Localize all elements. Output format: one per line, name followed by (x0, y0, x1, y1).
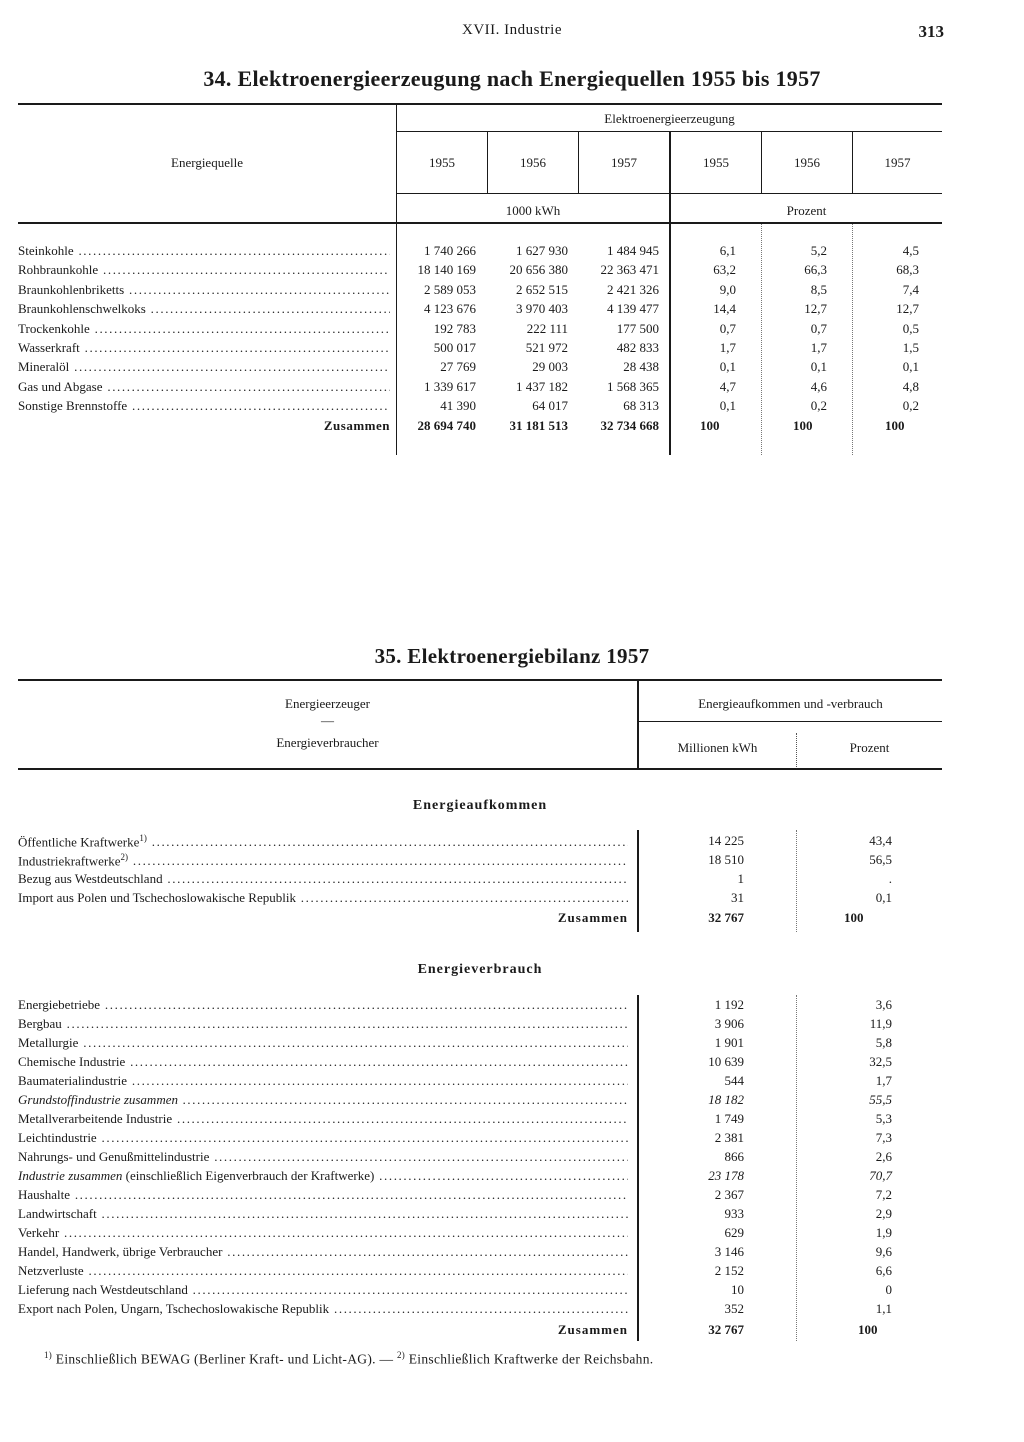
cell-percent: 1,9 (875, 1225, 892, 1240)
cell-percent: 63,2 (713, 262, 736, 278)
table35-group-rule (639, 721, 942, 722)
year-1957-pct: 1957 (884, 155, 911, 170)
cell-value: 28 438 (623, 359, 659, 375)
col-header-million-kwh: Millionen kWh (677, 740, 758, 755)
row-label: Lieferung nach Westdeutschland ..... (18, 1282, 628, 1298)
cell-percent: 0,1 (719, 398, 736, 414)
year-1956-pct: 1956 (794, 155, 820, 170)
cell-value: 23 178 (708, 1168, 744, 1183)
cell-percent: 43,4 (869, 833, 892, 848)
table34-title: 34. Elektroenergieerzeugung nach Energiequellen 1955 bis 1957 (203, 66, 821, 91)
cell-value: 222 111 (526, 320, 568, 336)
cell-percent: 1,5 (902, 339, 919, 355)
row-label: Verkehr ..... (18, 1225, 628, 1241)
table-row (18, 1073, 918, 1092)
row-label: Baumaterialindustrie ..... (18, 1073, 628, 1089)
cell-value: 1 749 (714, 1111, 744, 1126)
cell-percent: 4,5 (902, 243, 919, 258)
row-label: Bergbau ..... (18, 1016, 628, 1032)
cell-percent: 68,3 (896, 262, 919, 278)
row-label: Braunkohlenbriketts ..... (18, 282, 390, 298)
cell-value: 521 972 (525, 339, 568, 355)
table-row (18, 890, 918, 909)
cell-value: 3 146 (714, 1244, 744, 1259)
unit-prozent: Prozent (786, 203, 827, 218)
footnote-text: Einschließlich Kraftwerke der Reichsbahn. (405, 1351, 654, 1367)
row-label: Netzverluste ..... (18, 1263, 628, 1279)
row-label: Wasserkraft ..... (18, 340, 390, 356)
cell-value: 2 589 053 (424, 281, 476, 297)
cell-value: 1 568 365 (607, 378, 659, 394)
cell-value: 4 123 676 (424, 301, 476, 317)
cell-value: 482 833 (616, 339, 659, 355)
cell-percent: . (888, 871, 892, 886)
cell-percent: 4,6 (810, 378, 827, 394)
table34-top-rule (18, 103, 942, 105)
table-row (18, 1206, 918, 1225)
cell-value: 2 652 515 (516, 281, 568, 297)
cell-percent: 2,6 (875, 1149, 892, 1164)
row-label: Braunkohlenschwelkoks ..... (18, 301, 390, 317)
cell-value: 2 367 (714, 1187, 744, 1202)
cell-percent: 3,6 (875, 997, 892, 1012)
row-label: Sonstige Brennstoffe ..... (18, 398, 390, 414)
cell-percent: 5,2 (810, 243, 827, 258)
table-row (18, 1035, 918, 1054)
row-label: Öffentliche Kraftwerke$^{1)}$ ..... (18, 833, 628, 850)
cell-value: 10 (731, 1282, 744, 1297)
total-percent: 100 (700, 417, 720, 433)
footnote (44, 1350, 653, 1368)
cell-value: 64 017 (532, 398, 568, 414)
year-1956-abs: 1956 (520, 155, 546, 170)
row-label: Steinkohle ..... (18, 243, 390, 259)
cell-value: 22 363 471 (600, 262, 659, 278)
cell-percent: 9,0 (719, 281, 736, 297)
cell-value: 3 970 403 (516, 301, 568, 317)
row-label: Energiebetriebe ..... (18, 997, 628, 1013)
total-percent: 100 (885, 417, 905, 433)
cell-percent: 11,9 (869, 1016, 892, 1031)
cell-percent: 55,5 (869, 1092, 892, 1107)
cell-percent: 12,7 (896, 301, 919, 317)
table35-top-rule (18, 679, 942, 681)
year-1957-abs: 1957 (611, 155, 637, 170)
table-row (18, 1244, 918, 1263)
cell-value: 1 627 930 (516, 243, 568, 258)
cell-percent: 5,8 (875, 1035, 892, 1050)
cell-percent: 14,4 (713, 301, 736, 317)
cell-value: 20 656 380 (509, 262, 568, 278)
section-title-aufkommen: Energieaufkommen (412, 798, 548, 813)
table-row (18, 1054, 918, 1073)
cell-value: 68 313 (623, 398, 659, 414)
cell-percent: 0,1 (902, 359, 919, 375)
cell-percent: 66,3 (804, 262, 827, 278)
table34-header-bottom-rule (18, 222, 942, 224)
total-value: 32 767 (708, 1322, 744, 1337)
cell-percent: 12,7 (804, 301, 827, 317)
running-header (0, 22, 1024, 42)
row-label: Metallurgie ..... (18, 1035, 628, 1051)
table-row (18, 1130, 918, 1149)
cell-percent: 0,7 (719, 320, 736, 336)
table-row (18, 1263, 918, 1282)
cell-percent: 6,1 (719, 243, 736, 258)
cell-value: 2 421 326 (607, 281, 659, 297)
total-row (18, 1322, 918, 1341)
table-row (18, 1225, 918, 1244)
cell-percent: 0,2 (902, 398, 919, 414)
row-label: Leichtindustrie ..... (18, 1130, 628, 1146)
total-row (18, 910, 918, 929)
cell-value: 18 182 (708, 1092, 744, 1107)
row-label: Gas und Abgase ..... (18, 379, 390, 395)
cell-value: 933 (724, 1206, 744, 1221)
cell-value: 27 769 (440, 359, 476, 375)
table34-stub-header: Energiequelle (171, 155, 243, 170)
cell-percent: 1,7 (875, 1073, 892, 1088)
cell-percent: 5,3 (875, 1111, 892, 1126)
stub-header-dash: — (321, 713, 334, 728)
row-label: Rohbraunkohle ..... (18, 262, 390, 278)
cell-percent: 9,6 (875, 1244, 892, 1259)
table-row (18, 833, 918, 852)
cell-percent: 0,1 (810, 359, 827, 375)
page-number: 313 (918, 22, 944, 41)
table-row (18, 871, 918, 890)
cell-value: 629 (724, 1225, 744, 1240)
total-value: 32 734 668 (600, 417, 659, 433)
table34-unit-rule (397, 193, 942, 194)
table-row (18, 1149, 918, 1168)
cell-percent: 1,1 (875, 1301, 892, 1316)
footnote-marker: 2) (396, 1350, 406, 1360)
cell-percent: 0,2 (810, 398, 827, 414)
cell-value: 177 500 (616, 320, 659, 336)
row-label: Metallverarbeitende Industrie ..... (18, 1111, 628, 1127)
cell-value: 3 906 (714, 1016, 744, 1031)
table-row (18, 1111, 918, 1130)
row-label: Handel, Handwerk, übrige Verbraucher ..... (18, 1244, 628, 1260)
stub-header-consumer: Energieverbraucher (276, 735, 379, 750)
cell-value: 1 437 182 (516, 378, 568, 394)
cell-value: 192 783 (433, 320, 476, 336)
total-value: 28 694 740 (417, 417, 476, 433)
cell-value: 18 510 (708, 852, 744, 867)
cell-value: 500 017 (433, 339, 476, 355)
cell-value: 14 225 (708, 833, 744, 848)
cell-percent: 0,1 (719, 359, 736, 375)
cell-percent: 4,7 (719, 378, 736, 394)
row-label: Industriekraftwerke$^{2)}$ ..... (18, 852, 628, 869)
cell-percent: 32,5 (869, 1054, 892, 1069)
cell-percent: 0 (885, 1282, 892, 1297)
cell-value: 1 740 266 (424, 243, 476, 258)
row-label: Haushalte ..... (18, 1187, 628, 1203)
table-row (18, 852, 918, 871)
cell-value: 866 (724, 1149, 744, 1164)
table35-group-header: Energieaufkommen und -verbrauch (698, 696, 883, 711)
row-label: Landwirtschaft ..... (18, 1206, 628, 1222)
cell-percent: 0,5 (902, 320, 919, 336)
cell-percent: 6,6 (875, 1263, 892, 1278)
total-percent: 100 (844, 910, 864, 925)
stub-header-producer: Energieerzeuger (285, 696, 370, 711)
cell-value: 352 (724, 1301, 744, 1316)
cell-value: 1 339 617 (424, 378, 476, 394)
row-label: Trockenkohle ..... (18, 321, 390, 337)
cell-value: 29 003 (532, 359, 568, 375)
table34-group-header: Elektroenergieerzeugung (604, 111, 735, 126)
cell-percent: 70,7 (869, 1168, 892, 1183)
cell-value: 4 139 477 (607, 301, 659, 317)
cell-value: 1 192 (714, 997, 744, 1012)
cell-percent: 2,9 (875, 1206, 892, 1221)
year-1955-abs: 1955 (429, 155, 455, 170)
row-label: Mineralöl ..... (18, 359, 390, 375)
total-label: Zusammen (557, 910, 628, 925)
total-percent: 100 (858, 1322, 878, 1337)
cell-percent: 7,4 (902, 281, 919, 297)
cell-value: 31 (731, 890, 744, 905)
cell-value: 41 390 (440, 398, 476, 414)
subtotal-row (18, 1168, 918, 1187)
row-label: Export nach Polen, Ungarn, Tschechoslowakische Republik ..... (18, 1301, 628, 1317)
cell-value: 1 901 (714, 1035, 744, 1050)
cell-percent: 0,1 (875, 890, 892, 905)
cell-value: 18 140 169 (417, 262, 476, 278)
year-1955-pct: 1955 (703, 155, 729, 170)
row-label: Nahrungs- und Genußmittelindustrie ..... (18, 1149, 628, 1165)
cell-percent: 1,7 (719, 339, 736, 355)
cell-value: 2 152 (714, 1263, 744, 1278)
table-row (18, 1016, 918, 1035)
table-row (18, 997, 918, 1016)
row-label: Bezug aus Westdeutschland ..... (18, 871, 628, 887)
total-value: 32 767 (708, 910, 744, 925)
footnote-marker: 1) (44, 1350, 53, 1360)
cell-percent: 56,5 (869, 852, 892, 867)
cell-value: 2 381 (714, 1130, 744, 1145)
row-label: Import aus Polen und Tschechoslowakische Republik ..... (18, 890, 628, 906)
unit-1000-kwh: 1000 kWh (505, 203, 561, 218)
row-label: Industrie zusammen (einschließlich Eigenverbrauch der Kraftwerke) ..... (18, 1168, 628, 1184)
subtotal-row (18, 1092, 918, 1111)
cell-percent: 7,2 (875, 1187, 892, 1202)
cell-value: 10 639 (708, 1054, 744, 1069)
col-header-percent: Prozent (849, 740, 890, 755)
cell-value: 1 (737, 871, 744, 886)
table-row (18, 1301, 918, 1320)
footnote-text: Einschließlich BEWAG (Berliner Kraft- und Licht-AG). — (52, 1351, 397, 1367)
total-label: Zusammen (557, 1322, 628, 1337)
cell-percent: 0,7 (810, 320, 827, 336)
table-row (18, 1187, 918, 1206)
cell-percent: 7,3 (875, 1130, 892, 1145)
cell-percent: 1,7 (810, 339, 827, 355)
cell-value: 544 (724, 1073, 744, 1088)
chapter-title: XVII. Industrie (462, 22, 562, 38)
row-label: Chemische Industrie ..... (18, 1054, 628, 1070)
section-title-verbrauch: Energieverbrauch (417, 962, 543, 977)
table35-title: 35. Elektroenergiebilanz 1957 (374, 644, 650, 668)
table35-header-bottom-rule (18, 768, 942, 770)
cell-percent: 4,8 (902, 378, 919, 394)
cell-percent: 8,5 (810, 281, 827, 297)
table-row (18, 1282, 918, 1301)
total-percent: 100 (793, 417, 813, 433)
row-label: Grundstoffindustrie zusammen ..... (18, 1092, 628, 1108)
cell-value: 1 484 945 (607, 243, 659, 258)
total-label: Zusammen (323, 417, 390, 433)
total-value: 31 181 513 (509, 417, 568, 433)
